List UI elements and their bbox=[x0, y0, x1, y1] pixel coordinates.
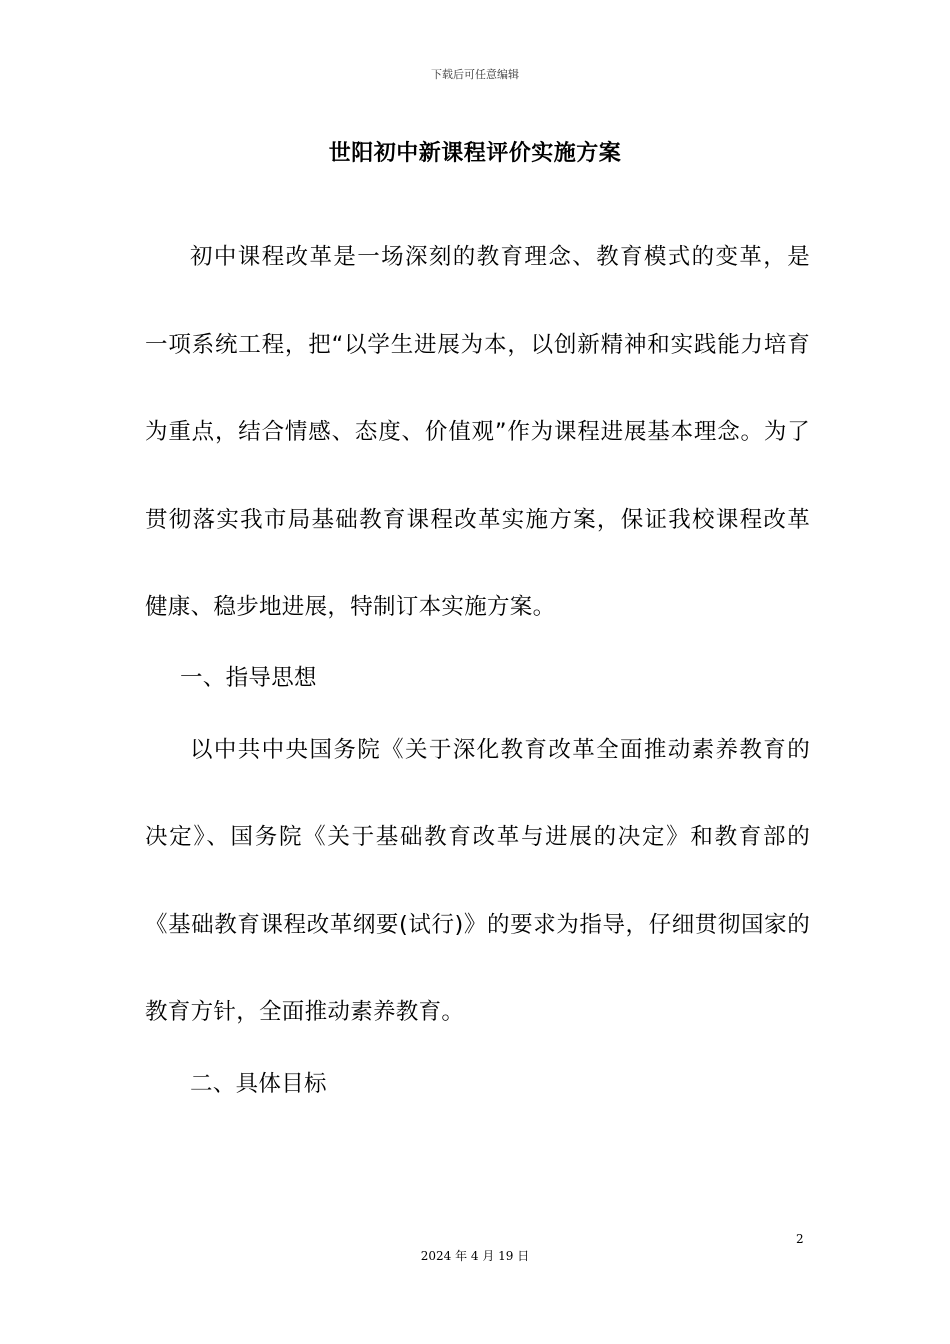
paragraph-line: 《基础教育课程改革纲要(试行)》的要求为指导，仔细贯彻国家的 bbox=[145, 912, 810, 938]
footer-date: 2024 年 4 月 19 日 bbox=[420, 1249, 530, 1263]
paragraph-line: 健康、稳步地进展，特制订本实施方案。 bbox=[145, 594, 556, 620]
paragraph-line: 初中课程改革是一场深刻的教育理念、教育模式的变革，是 bbox=[190, 244, 810, 270]
paragraph-line: 为重点，结合情感、态度、价值观”作为课程进展基本理念。为了 bbox=[145, 419, 810, 445]
page-number: 2 bbox=[796, 1232, 804, 1246]
section-heading-guiding-thought: 一、指导思想 bbox=[180, 665, 317, 691]
paragraph-line: 决定》、国务院《关于基础教育改革与进展的决定》和教育部的 bbox=[145, 824, 810, 850]
paragraph-line: 一项系统工程，把“以学生进展为本，以创新精神和实践能力培育 bbox=[145, 332, 810, 358]
paragraph-line: 贯彻落实我市局基础教育课程改革实施方案，保证我校课程改革 bbox=[145, 507, 810, 533]
paragraph-line: 教育方针，全面推动素养教育。 bbox=[145, 999, 465, 1025]
paragraph-line: 以中共中央国务院《关于深化教育改革全面推动素养教育的 bbox=[190, 737, 810, 763]
document-title: 世阳初中新课程评价实施方案 bbox=[328, 141, 622, 166]
section-heading-specific-goals: 二、具体目标 bbox=[190, 1071, 327, 1097]
page-header-note: 下载后可任意编辑 bbox=[431, 68, 519, 81]
